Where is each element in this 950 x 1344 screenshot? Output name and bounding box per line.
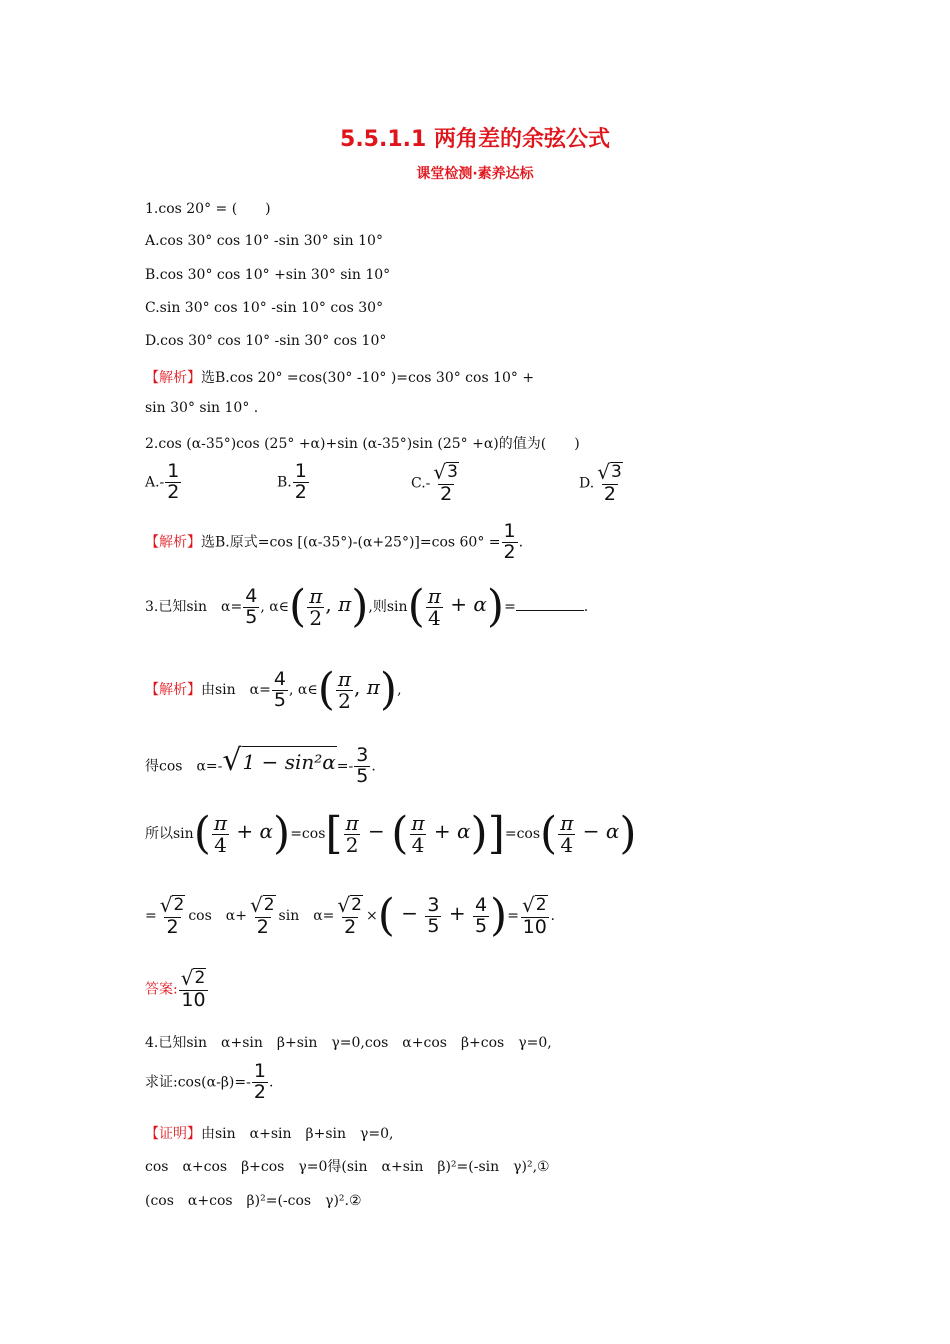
q3-solution-line-3: 所以sin( $\frac{\pi}{4}$ + α)=cos[ $\frac{\pi}{2}$ − ( $\frac{\pi}{4}$ + α)]=cos( $\frac{\pi}{4}$ − α) [145,808,637,859]
q2-stem: 2.cos (α-35°)cos (25° +α)+sin (α-35°)sin (25° +α)的值为( ) [145,436,580,452]
q2-option-a: A.- $\frac{1}{2}$ [145,460,180,503]
q1-solution-tag: 【解析】 [145,370,201,386]
q3-solution-line-4: = √ 2 2 cos α+ √ 2 2 sin α= √ 2 2 ×( − $\frac{3}{5}$ + $\frac{4}{5}$ )= √ 2 10 . [145,890,555,941]
q1-solution-line-1 [145,367,534,387]
q3-answer-blank [516,596,584,611]
q1-solution-line-2: sin 30° sin 10° . [145,400,259,416]
q2-option-c: C.- √ 3 2 [411,460,458,505]
q4-stem: 4.已知sin α+sin β+sin γ=0,cos α+cos β+cos γ=0, [145,1035,552,1051]
q3-answer-tag: 答案: [145,981,178,998]
q1-option-d: D.cos 30° cos 10° -sin 30° cos 10° [145,333,387,349]
q2-solution: 【解析】选B.原式=cos [(α-35°)-(α+25°)]=cos 60° = $\frac{1}{2}$ . [145,520,524,563]
page-title: 5.5.1.1 两角差的余弦公式 [340,127,610,152]
q1-option-b: B.cos 30° cos 10° +sin 30° sin 10° [145,267,391,283]
q3-solution-line-1: 【解析】由sin α= $\frac{4}{5}$ , α∈( $\frac{\pi}{2}$ , π), [145,664,402,715]
q1-option-c: C.sin 30° cos 10° -sin 10° cos 30° [145,300,384,316]
q3-stem: 3.已知sin α= $\frac{4}{5}$ , α∈( $\frac{\pi}{2}$ , π),则sin( $\frac{\pi}{4}$ + α)= . [145,581,589,632]
q4-prove: 求证:cos(α-β)=- $\frac{1}{2}$ . [145,1060,274,1103]
q3-solution-tag: 【解析】 [145,682,201,698]
q2-solution-tag: 【解析】 [145,534,201,551]
q1-option-a: A.cos 30° cos 10° -sin 30° sin 10° [145,233,383,249]
q4-proof-tag: 【证明】 [145,1126,201,1142]
q2-option-b: B. $\frac{1}{2}$ [277,460,307,503]
q1-stem: 1.cos 20° = ( ) [145,201,271,217]
q1-solution-text: 选B.cos 20° =cos(30° -10° )=cos 30° cos 10° + [201,370,535,386]
q3-answer: 答案: √ 2 10 [145,966,206,1011]
q4-proof-line-1: 【证明】由sin α+sin β+sin γ=0, [145,1126,394,1142]
q4-proof-line-3: (cos α+cos β)²=(-cos γ)².② [145,1193,362,1209]
q4-proof-line-2: cos α+cos β+cos γ=0得(sin α+sin β)²=(-sin γ)²,① [145,1159,550,1175]
q2-options [145,462,845,512]
q2-option-d: D. √ 3 2 [579,460,622,505]
q3-solution-line-2: 得cos α=- √ 1 − sin²α =- $\frac{3}{5}$ . [145,743,376,787]
page-subtitle: 课堂检测·素养达标 [416,166,534,182]
